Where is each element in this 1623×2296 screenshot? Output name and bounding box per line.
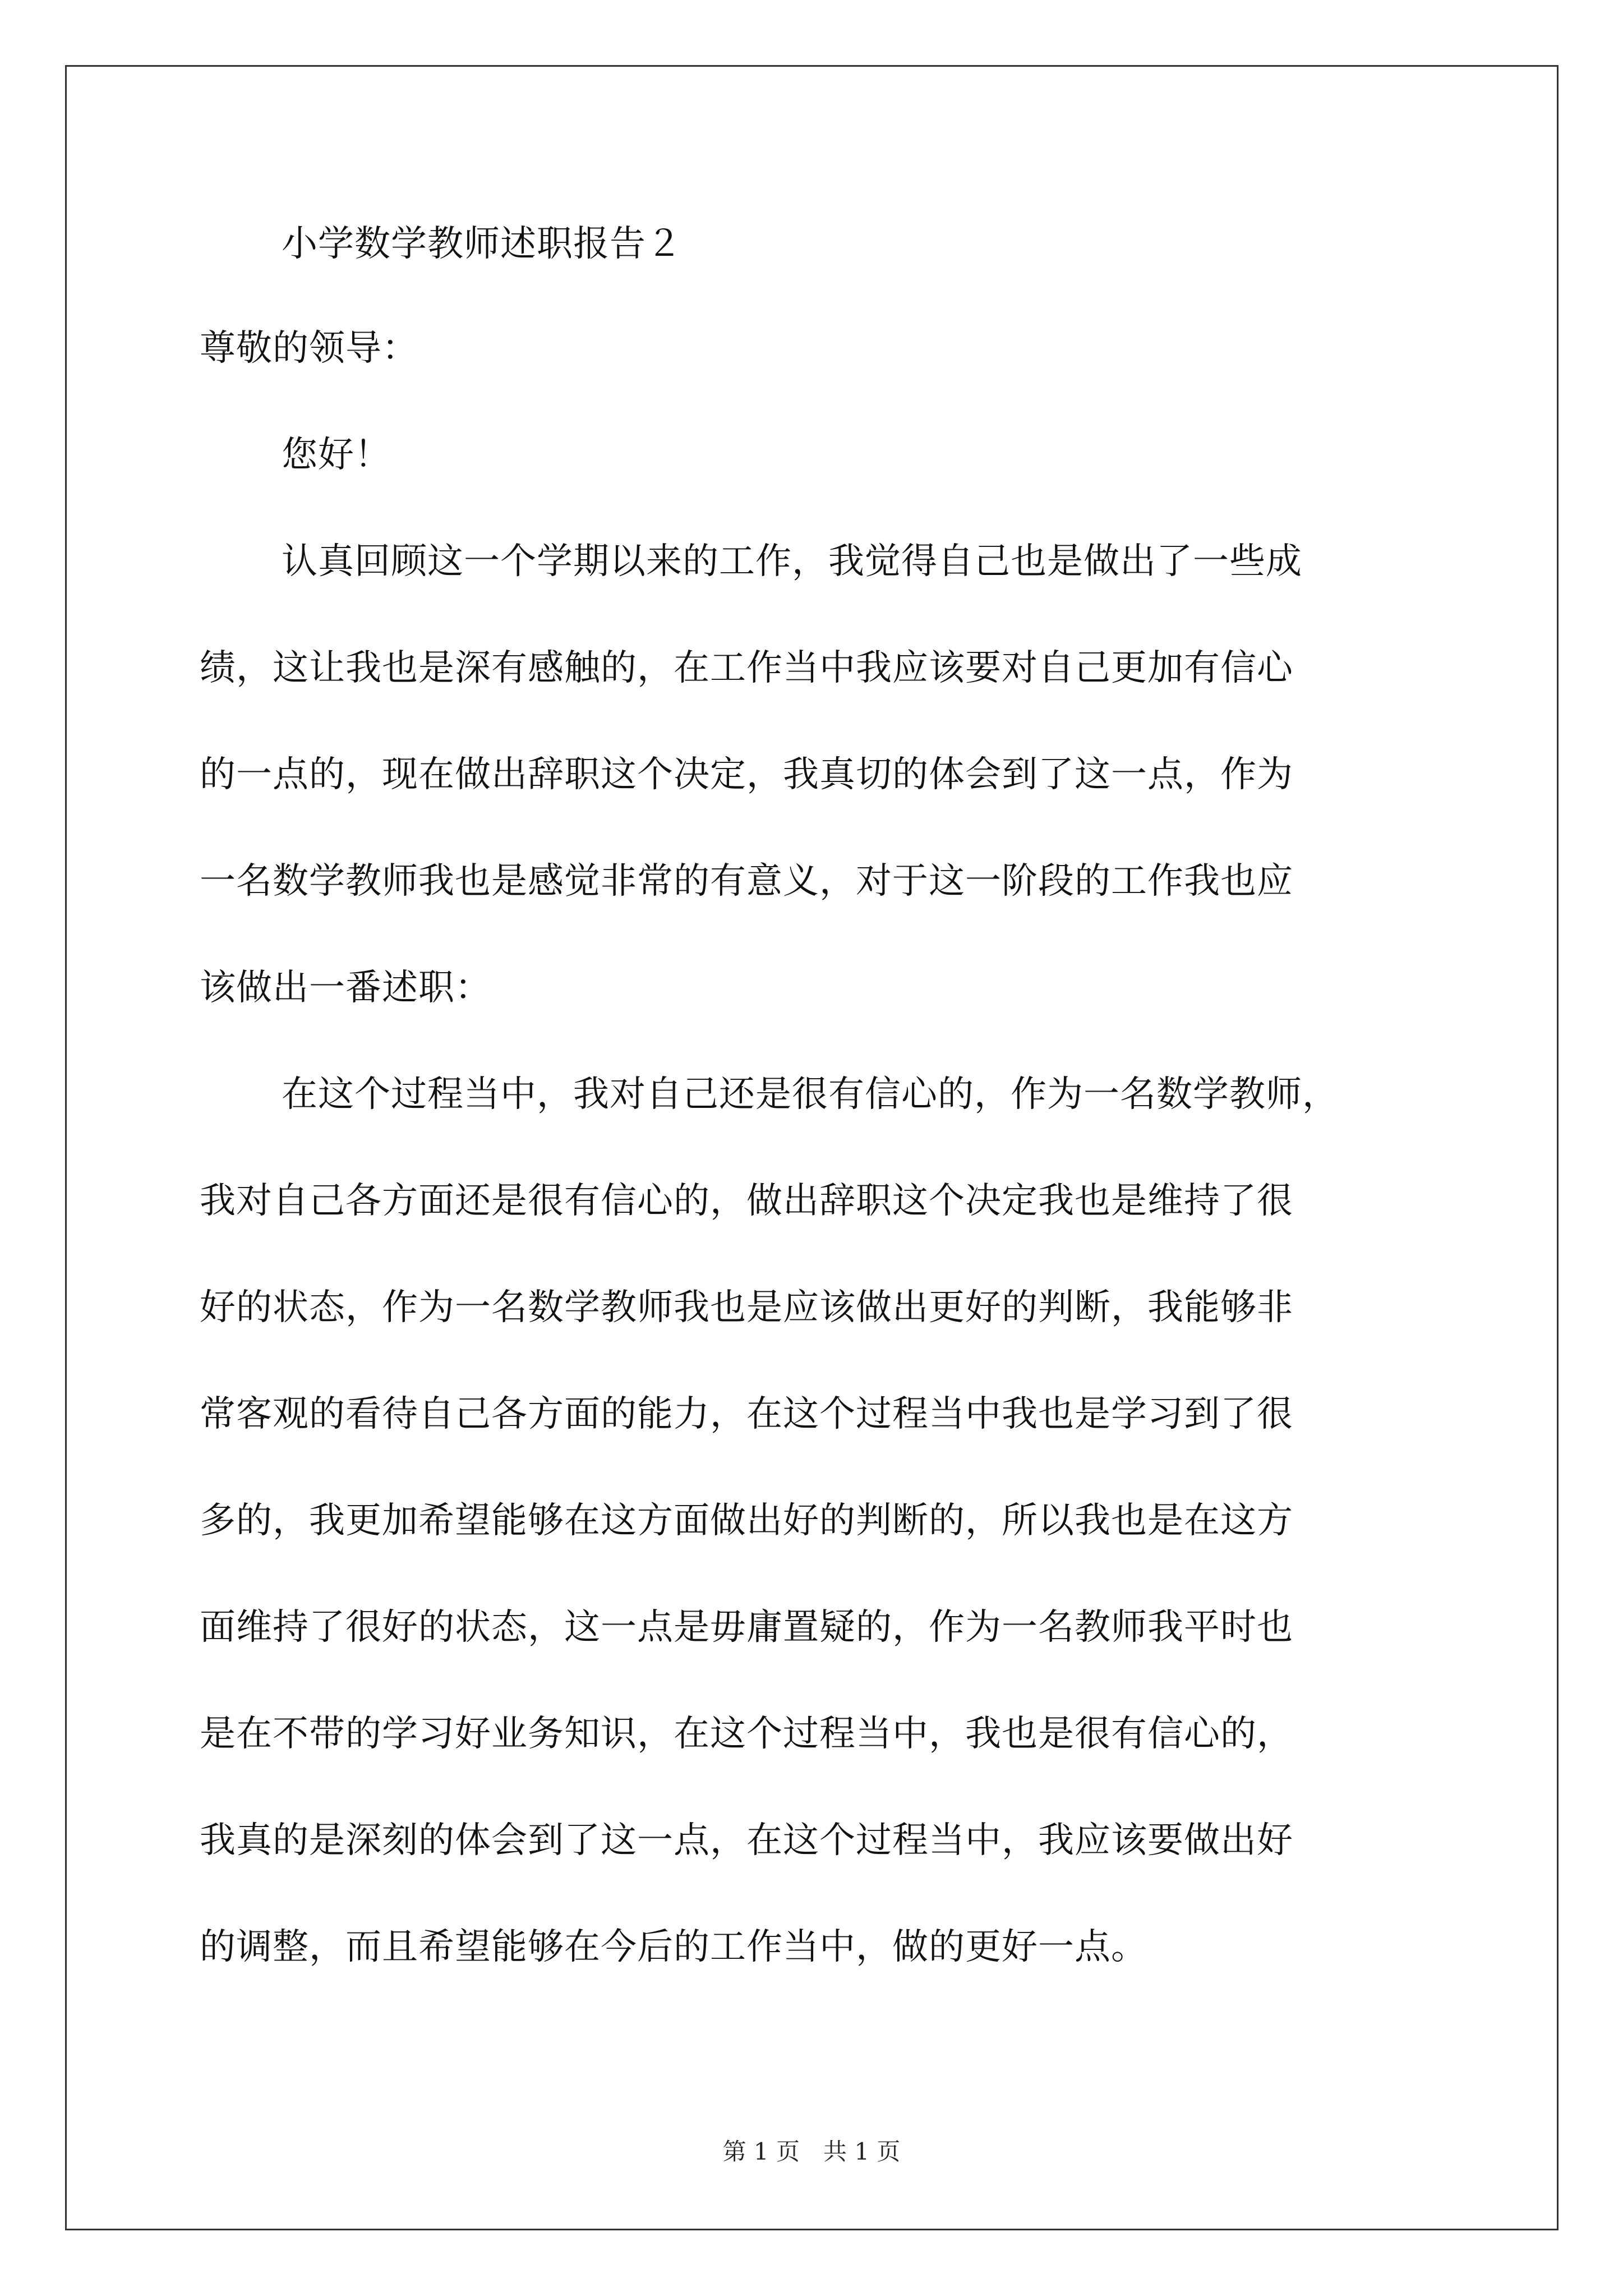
- paragraph-2-line: 是在不带的学习好业务知识，在这个过程当中，我也是很有信心的，: [200, 1713, 1293, 1755]
- page-number-footer: 第 1 页 共 1 页: [722, 2138, 901, 2165]
- greeting: 您好！: [282, 434, 391, 476]
- paragraph-1-line: 的一点的，现在做出辞职这个决定，我真切的体会到了这一点，作为: [200, 754, 1293, 795]
- paragraph-2-line: 面维持了很好的状态，这一点是毋庸置疑的，作为一名教师我平时也: [200, 1607, 1293, 1648]
- paragraph-2-line: 多的，我更加希望能够在这方面做出好的判断的，所以我也是在这方: [200, 1500, 1293, 1542]
- paragraph-2-line: 我对自己各方面还是很有信心的，做出辞职这个决定我也是维持了很: [200, 1180, 1293, 1222]
- paragraph-1-line: 一名数学教师我也是感觉非常的有意义，对于这一阶段的工作我也应: [200, 861, 1293, 902]
- salutation: 尊敬的领导：: [200, 328, 418, 369]
- paragraph-2-line: 我真的是深刻的体会到了这一点，在这个过程当中，我应该要做出好: [200, 1820, 1293, 1861]
- paragraph-2-line: 在这个过程当中，我对自己还是很有信心的，作为一名数学教师，: [282, 1074, 1339, 1115]
- document-title: 小学数学教师述职报告２: [282, 223, 683, 265]
- paragraph-1-line: 认真回顾这一个学期以来的工作，我觉得自己也是做出了一些成: [282, 541, 1302, 582]
- page-border: [65, 65, 1559, 2230]
- paragraph-2-line: 好的状态，作为一名数学教师我也是应该做出更好的判断，我能够非: [200, 1287, 1293, 1328]
- paragraph-2-line: 的调整，而且希望能够在今后的工作当中，做的更好一点。: [200, 1926, 1147, 1968]
- paragraph-1-line: 绩，这让我也是深有感触的，在工作当中我应该要对自己更加有信心: [200, 647, 1293, 689]
- paragraph-1-line: 该做出一番述职：: [200, 967, 491, 1009]
- paragraph-2-line: 常客观的看待自己各方面的能力，在这个过程当中我也是学习到了很: [200, 1393, 1293, 1435]
